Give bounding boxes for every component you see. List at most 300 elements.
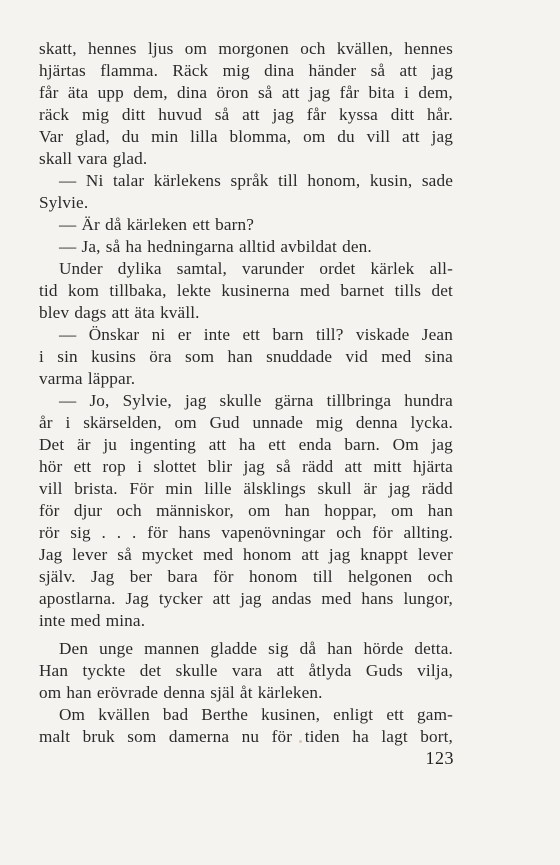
text-line [39,566,453,588]
word: tid [39,281,58,300]
word: varma [39,369,83,388]
word: hennes [88,39,137,58]
word: om [303,127,326,146]
word: samtal, [176,259,227,278]
word: avbildat [280,237,337,256]
word: Under [59,259,103,278]
word: mycket [141,545,194,564]
word: kusinerna [221,281,290,300]
word: rädd [421,479,453,498]
word: tillbaka, [109,281,167,300]
word: till [278,171,298,190]
word: glad. [112,149,148,168]
word: . [116,523,122,542]
word: malt [39,727,71,746]
word: rör [39,523,60,542]
word: lever [417,545,453,564]
word: för [372,523,393,542]
word: hennes [404,39,453,58]
word: ett [268,435,286,454]
word: honom [243,545,292,564]
word: att [399,61,418,80]
word: med [321,589,352,608]
word: jag [328,545,351,564]
word: Berthe [201,705,249,724]
word: viskade [355,325,410,344]
word: och [427,567,453,586]
word: ditt [121,105,146,124]
word: så [370,61,386,80]
word: vapenövningar [221,523,326,542]
text-line [39,258,453,280]
word: dylika [117,259,162,278]
word: bad [162,705,189,724]
word: år [39,413,53,432]
word: om [391,501,414,520]
text-line [39,500,453,522]
word: helgonen [348,567,413,586]
word: hör [39,457,63,476]
word: öron [216,83,249,102]
word: om [184,39,207,58]
word: om [39,683,62,702]
word: kom [67,281,99,300]
word: skatt, [39,39,77,58]
text-line [39,368,453,390]
word: denna [355,413,398,432]
word: Om [59,705,86,724]
word: du [121,127,140,146]
word: bort, [420,727,453,746]
word: knappt [360,545,408,564]
word: kusins [91,347,136,366]
word: att [276,661,295,680]
word: gärna [274,391,314,410]
word: all- [429,259,453,278]
word: Sylvie. [39,193,89,212]
word: som [127,727,157,746]
word: skull [317,479,352,498]
word: att [208,435,227,454]
word: och [300,39,326,58]
word: skall [39,149,73,168]
text-line [39,214,453,236]
word: bita [368,83,395,102]
text-line [39,302,453,324]
word: vill [366,127,391,146]
text-line [39,236,453,258]
word: kärlek [370,259,415,278]
word: den. [342,237,372,256]
paper-speck [299,740,302,743]
word: i [65,413,71,432]
word: ha [352,727,369,746]
word: ett [386,705,404,724]
word: lever [72,545,108,564]
word: lille [204,479,232,498]
word: dags [74,303,107,322]
word: gladde [210,639,258,658]
word: jag [184,391,207,410]
word: enligt [333,705,374,724]
word: att [402,127,420,146]
word: tiden [304,727,340,746]
word: jag [431,61,453,80]
word: flamma. [100,61,159,80]
word: så [117,545,132,564]
word: i [39,347,44,366]
word: alltid [238,237,276,256]
word: detta. [414,639,453,658]
word: språk [230,171,269,190]
word: sin [57,347,78,366]
word: upp [97,83,124,102]
word: inte [203,325,231,344]
word: åtlyda [308,661,352,680]
word: unge [99,639,134,658]
text-line [39,610,453,632]
word: tillbringa [326,391,392,410]
word: älsklings [243,479,306,498]
word: enda [298,435,332,454]
word: han [66,683,92,702]
word: lekte [176,281,212,300]
word: ni [151,325,166,344]
word: tyckte [82,661,126,680]
word: jag [431,127,453,146]
word: morgonen [218,39,289,58]
word: blir [207,457,233,476]
word: med [70,611,101,630]
word: ha [125,237,143,256]
word: om [174,413,197,432]
word: ordet [319,259,356,278]
text-line [39,346,453,368]
word: som [185,347,215,366]
word: kyssa [339,105,378,124]
word: hörde [363,639,404,658]
text-line [39,704,453,726]
word: att [111,303,130,322]
text-line [39,324,453,346]
word: rädd [302,457,334,476]
word: att [301,545,320,564]
word: hjärta [412,457,453,476]
word: lilla [190,127,218,146]
text-line [39,638,453,660]
word: sig [268,639,289,658]
word: lycka. [410,413,453,432]
word: Ja, [81,237,101,256]
word: att [242,105,260,124]
word: vill [39,479,63,498]
word: ju [103,435,118,454]
word: djur [73,501,103,520]
word: han [427,501,453,520]
word: mig [315,413,344,432]
word: barn. [344,435,380,454]
word: vilja, [417,661,453,680]
word: att [281,83,300,102]
word: till [312,567,333,586]
word: då [299,639,317,658]
word: du [337,127,355,146]
word: mig [81,105,110,124]
word: kärleken [126,215,188,234]
body-text [39,38,453,748]
word: Var [39,127,64,146]
word: dem, [418,83,453,102]
word: barnet [340,281,385,300]
word: med [381,347,412,366]
word: mig [222,61,250,80]
word: För [129,479,154,498]
word: allting. [403,523,453,542]
word: Önskar [88,325,140,344]
word: . [101,523,106,542]
text-line [39,544,453,566]
word: Jag [39,545,63,564]
word: kväll. [160,303,200,322]
word: är [363,479,377,498]
page-number: 123 [425,748,454,768]
word: får [339,83,360,102]
word: mina. [105,611,146,630]
word: med [299,281,330,300]
word: hedningarna [147,237,234,256]
word: vara [77,149,108,168]
word: räck [39,105,70,124]
text-line [39,148,453,170]
word: ditt [390,105,415,124]
word: hår. [427,105,453,124]
word: Jag [90,567,115,586]
word: kvällen [98,705,150,724]
word: läppar. [87,369,136,388]
word: Det [39,435,65,454]
text-line [39,588,453,610]
word: i [137,457,143,476]
word: han [227,347,253,366]
word: er [177,325,192,344]
word: inte [39,611,66,630]
word: ett [192,215,210,234]
word: ett [73,457,92,476]
word: apostlarna. [39,589,116,608]
word: bruk [82,727,115,746]
word: mitt [373,457,402,476]
word: själv. [39,567,76,586]
word: blomma, [229,127,292,146]
word: Han [39,661,69,680]
word: skulle [219,391,262,410]
word: tills [394,281,422,300]
word: — [59,237,77,256]
word: honom [249,567,298,586]
word: blev [39,303,70,322]
word: Jag [125,589,149,608]
word: får [306,105,327,124]
word: jag [243,457,265,476]
word: i [404,83,410,102]
word: äta [134,303,155,322]
text-line [39,682,453,704]
text-line [39,726,453,748]
word: andas [271,589,312,608]
word: Om [392,435,419,454]
text-line [39,126,453,148]
word: Jean [421,325,453,344]
word: sade [421,171,453,190]
word: det [431,281,453,300]
word: hoppar, [324,501,377,520]
text-line [39,38,453,60]
word: att [344,457,363,476]
word: så [105,237,121,256]
text-line [39,660,453,682]
word: gam- [417,705,453,724]
word: skulle [175,661,218,680]
word: Är [81,215,100,234]
word: Ni [85,171,104,190]
word: jag [431,435,453,454]
word: åt [239,683,253,702]
word: han [284,501,311,520]
word: är [76,435,91,454]
word: vid [345,347,368,366]
word: honom, [307,171,361,190]
word: skärselden, [83,413,162,432]
word: lagt [381,727,408,746]
word: talar [112,171,145,190]
word: Gud [209,413,240,432]
word: dem, [133,83,168,102]
word: vara [231,661,263,680]
word: snuddade [266,347,333,366]
word: huvud [158,105,202,124]
word: ingenting [129,435,196,454]
word: kusinen, [261,705,321,724]
text-line [39,170,453,192]
word: min [151,127,179,146]
text-line [39,60,453,82]
word: brista. [74,479,118,498]
word: jag [388,479,411,498]
word: för [271,727,293,746]
text-line [39,280,453,302]
word: ha [239,435,256,454]
word: äta [67,83,89,102]
word: glad, [75,127,110,146]
word: mannen [144,639,200,658]
word: och [116,501,142,520]
text-line [39,412,453,434]
word: att [212,589,231,608]
word: denna [163,683,206,702]
word: kärleken. [257,683,323,702]
word: hans [361,589,394,608]
word: ljus [147,39,174,58]
word: jag [272,105,294,124]
word: det [139,661,162,680]
word: Räck [172,61,209,80]
text-line [39,192,453,214]
text-line [39,522,453,544]
word: Guds [365,661,403,680]
word: dina [264,61,295,80]
word: med [203,545,234,564]
word: öra [149,347,172,366]
word: — [59,171,77,190]
word: kvällen, [336,39,393,58]
word: jag [308,83,331,102]
word: lungor, [403,589,453,608]
word: slottet [153,457,197,476]
word: dina [177,83,208,102]
word: hans [178,523,211,542]
word: min [165,479,193,498]
word: bara [167,567,198,586]
word: ett [242,325,261,344]
word: om [248,501,271,520]
text-line [39,456,453,478]
word: barn [272,325,304,344]
word: damerna [168,727,230,746]
word: då [105,215,122,234]
word: sig [70,523,91,542]
text-line [39,478,453,500]
word: unnade [252,413,304,432]
word: kärlekens [153,171,221,190]
word: för [213,567,234,586]
word: hundra [404,391,453,410]
word: — [59,215,77,234]
word: . [131,523,137,542]
word: så [276,457,291,476]
word: kusin, [369,171,413,190]
word: så [214,105,230,124]
word: erövrade [96,683,159,702]
word: tycker [158,589,203,608]
word: varunder [242,259,305,278]
word: själ [210,683,235,702]
text-line [39,104,453,126]
word: till? [316,325,344,344]
word: han [327,639,353,658]
word: — [59,391,77,410]
word: sina [424,347,453,366]
word: så [257,83,273,102]
word: för [39,501,60,520]
word: Den [59,639,89,658]
word: och [336,523,362,542]
word: hjärtas [39,61,86,80]
word: för [147,523,168,542]
word: nu [241,727,260,746]
word: barn? [215,215,255,234]
text-line [39,434,453,456]
text-line [39,82,453,104]
word: jag [240,589,262,608]
text-line [39,390,453,412]
word: får [39,83,59,102]
word: Sylvie, [122,391,172,410]
word: händer [308,61,357,80]
word: rop [102,457,126,476]
word: Jo, [89,391,110,410]
word: människor, [156,501,234,520]
word: — [59,325,77,344]
